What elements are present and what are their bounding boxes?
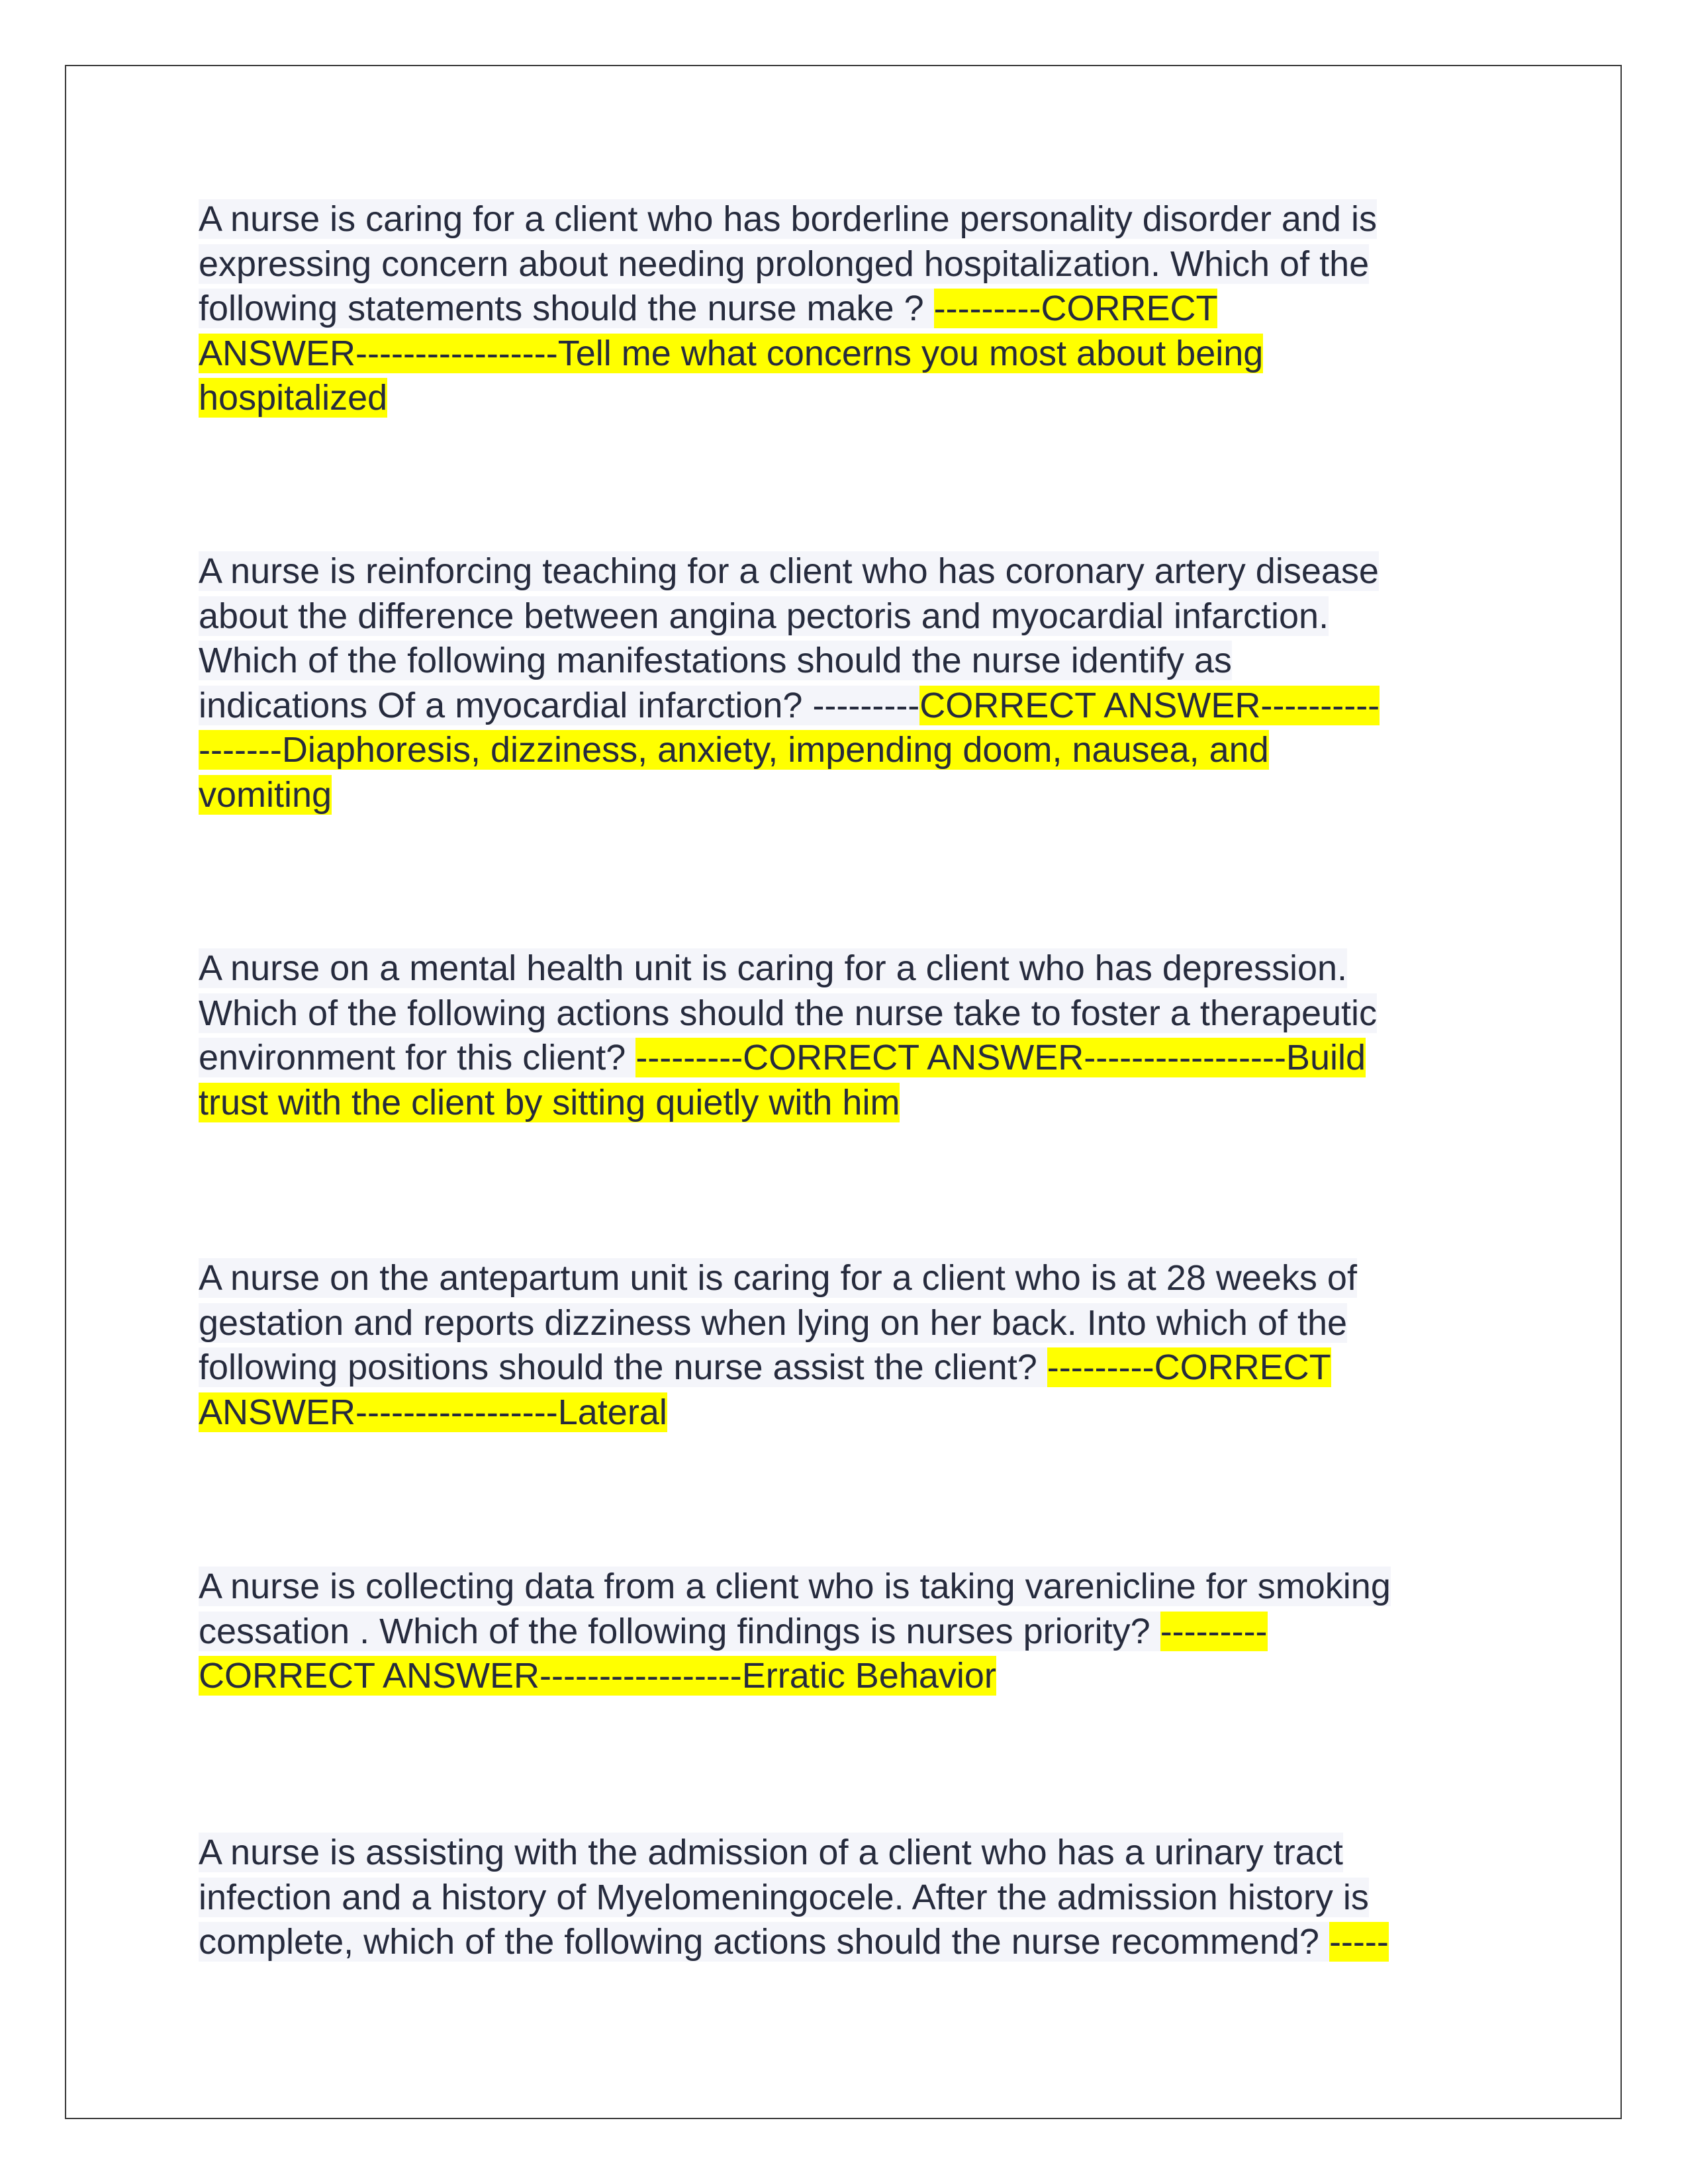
answer-text-highlight: CORRECT ANSWER-----------------Erratic Behavior bbox=[199, 1656, 996, 1696]
text-line bbox=[199, 1876, 1489, 1921]
text-line bbox=[199, 1036, 1489, 1081]
text-line bbox=[199, 549, 1489, 594]
question-text: A nurse on the antepartum unit is caring for a client who is at 28 weeks of bbox=[199, 1258, 1357, 1298]
text-line bbox=[199, 639, 1489, 684]
question-text: cessation . Which of the following findings is nurses priority? bbox=[199, 1611, 1160, 1651]
answer-text-highlight: vomiting bbox=[199, 774, 332, 815]
text-line bbox=[199, 1301, 1489, 1346]
text-line bbox=[199, 728, 1489, 773]
question-text: A nurse is collecting data from a client who is taking varenicline for smoking bbox=[199, 1567, 1391, 1606]
text-line bbox=[199, 197, 1489, 242]
text-line bbox=[199, 1081, 1489, 1126]
text-line bbox=[199, 242, 1489, 287]
answer-text-highlight: ANSWER-----------------Lateral bbox=[199, 1392, 667, 1432]
question-text: A nurse is caring for a client who has borderline personality disorder and is bbox=[199, 199, 1377, 239]
text-line bbox=[199, 946, 1489, 991]
text-line bbox=[199, 1390, 1489, 1435]
question-text: expressing concern about needing prolonged hospitalization. Which of the bbox=[199, 244, 1370, 284]
question-text: Which of the following manifestations should the nurse identify as bbox=[199, 641, 1232, 680]
text-line bbox=[199, 991, 1489, 1036]
answer-text-highlight: trust with the client by sitting quietly with him bbox=[199, 1082, 900, 1122]
answer-text-highlight: ANSWER-----------------Tell me what concerns you most about being bbox=[199, 333, 1264, 373]
text-line bbox=[199, 1654, 1489, 1699]
question-text: infection and a history of Myelomeningocele. After the admission history is bbox=[199, 1877, 1369, 1917]
question-text: about the difference between angina pectoris and myocardial infarction. bbox=[199, 596, 1329, 636]
answer-text-highlight: ---------CORRECT ANSWER-----------------Build bbox=[635, 1038, 1366, 1077]
text-line bbox=[199, 287, 1489, 332]
question-text: following statements should the nurse make ? bbox=[199, 289, 934, 328]
answer-text-highlight: --------- bbox=[1160, 1611, 1268, 1651]
answer-text-highlight: ----- bbox=[1329, 1922, 1389, 1962]
text-line bbox=[199, 376, 1489, 421]
text-line bbox=[199, 773, 1489, 818]
question-text: gestation and reports dizziness when lying on her back. Into which of the bbox=[199, 1302, 1348, 1343]
question-block-5 bbox=[199, 1565, 1489, 1699]
question-block-2 bbox=[199, 549, 1489, 817]
question-text: A nurse is reinforcing teaching for a client who has coronary artery disease bbox=[199, 551, 1379, 591]
text-line bbox=[199, 1256, 1489, 1301]
question-text: complete, which of the following actions should the nurse recommend? bbox=[199, 1922, 1329, 1962]
text-line bbox=[199, 594, 1489, 639]
answer-text-highlight: -------Diaphoresis, dizziness, anxiety, impending doom, nausea, and bbox=[199, 730, 1269, 770]
text-line bbox=[199, 332, 1489, 377]
text-line bbox=[199, 684, 1489, 729]
question-block-3 bbox=[199, 946, 1489, 1125]
answer-text-highlight: ---------CORRECT bbox=[933, 289, 1218, 328]
text-line bbox=[199, 1565, 1489, 1610]
question-text: environment for this client? bbox=[199, 1038, 636, 1077]
text-line bbox=[199, 1920, 1489, 1965]
text-line bbox=[199, 1345, 1489, 1390]
answer-text-highlight: CORRECT ANSWER---------- bbox=[919, 685, 1380, 725]
answer-text-highlight: ---------CORRECT bbox=[1047, 1347, 1331, 1387]
question-text: following positions should the nurse assist the client? bbox=[199, 1347, 1047, 1387]
answer-text-highlight: hospitalized bbox=[199, 378, 388, 418]
question-block-6 bbox=[199, 1831, 1489, 1965]
text-line bbox=[199, 1831, 1489, 1876]
question-block-4 bbox=[199, 1256, 1489, 1435]
question-text: A nurse is assisting with the admission of a client who has a urinary tract bbox=[199, 1833, 1343, 1872]
question-text: indications Of a myocardial infarction? --------- bbox=[199, 685, 920, 725]
question-text: Which of the following actions should the nurse take to foster a therapeutic bbox=[199, 993, 1378, 1033]
question-text: A nurse on a mental health unit is caring for a client who has depression. bbox=[199, 948, 1348, 988]
question-block-1 bbox=[199, 197, 1489, 421]
text-line bbox=[199, 1610, 1489, 1655]
